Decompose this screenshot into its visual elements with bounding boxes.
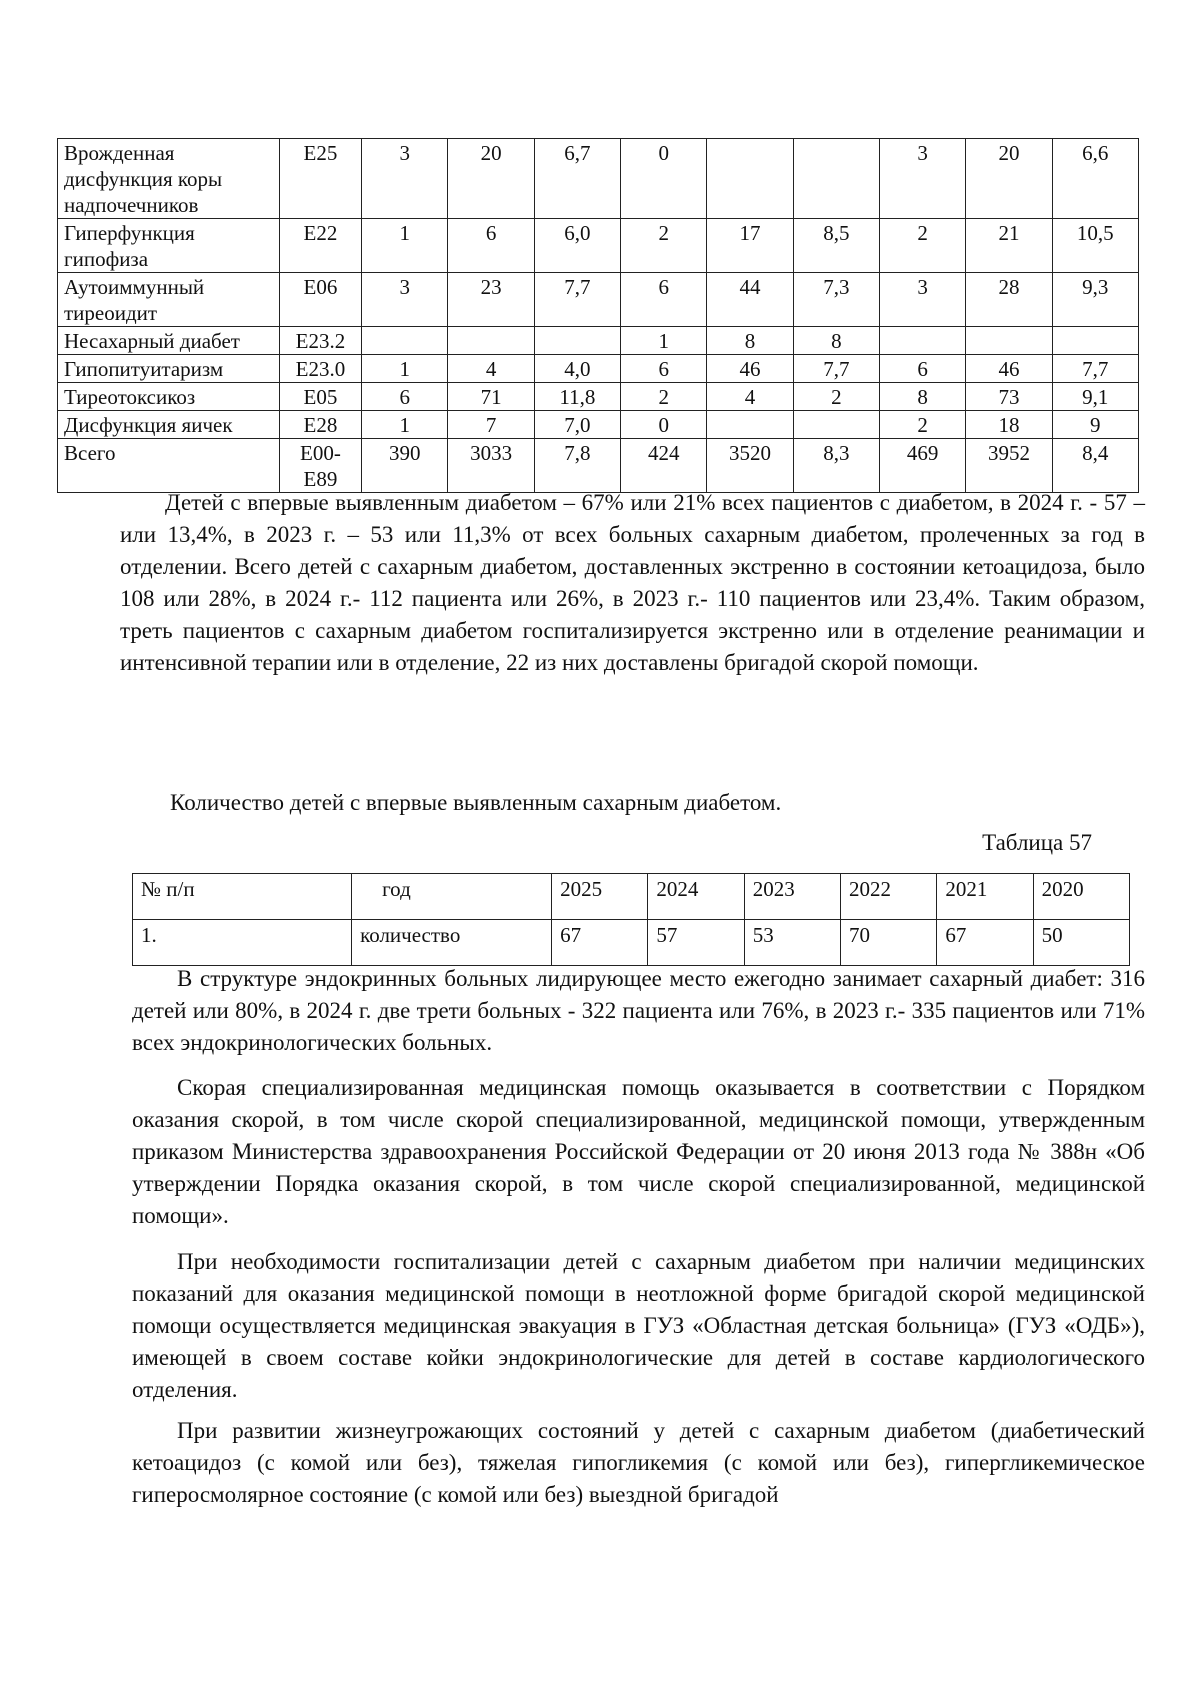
- table-cell: 0: [621, 411, 707, 439]
- table-cell: [362, 327, 448, 355]
- table-cell: 8: [793, 327, 879, 355]
- table-cell: 20: [966, 139, 1052, 219]
- table-cell: 8,3: [793, 439, 879, 493]
- table-row: [58, 273, 1139, 327]
- table-cell: 10,5: [1052, 219, 1138, 273]
- table-cell: 3033: [448, 439, 534, 493]
- table-cell: 3952: [966, 439, 1052, 493]
- table-cell: 1.: [133, 920, 352, 966]
- table-cell: [707, 139, 793, 219]
- table-cell: 23: [448, 273, 534, 327]
- table-cell: 6: [448, 219, 534, 273]
- table-cell: 4,0: [534, 355, 620, 383]
- table-cell: 53: [744, 920, 840, 966]
- table-cell: 1: [362, 355, 448, 383]
- paragraph-structure: В структуре эндокринных больных лидирующее место ежегодно занимает сахарный диабет: 316 детей или 80%, в 2024 г. две трети больных - 322 пациента или 76%, в 2023 г.- 335 пациентов или 71% всех эндокринологических больных.: [132, 966, 1145, 1055]
- icd-code: Е06: [279, 273, 361, 327]
- table-cell: [966, 327, 1052, 355]
- table-row: [58, 327, 1139, 355]
- table-cell: 3520: [707, 439, 793, 493]
- paragraph-new-diabetes: Детей с впервые выявленным диабетом – 67% или 21% всех пациентов с диабетом, в 2024 г. - 57 – или 13,4%, в 2023 г. – 53 или 11,3% от всех больных сахарным диабетом, пролеченных за год в отделении. Всего детей с сахарным диабетом, доставленных экстренно в состоянии кетоацидоза, было 108 или 28%, в 2024 г.- 112 пациента или 26%, в 2023 г.- 110 пациентов или 23,4%. Таким образом, треть пациентов с сахарным диабетом госпитализируется экстренно или в отделение реанимации и интенсивной терапии или в отделение, 22 из них доставлены бригадой скорой помощи.: [120, 490, 1145, 675]
- table-cell: 4: [707, 383, 793, 411]
- icd-code: Е28: [279, 411, 361, 439]
- table-cell: 2023: [744, 874, 840, 920]
- icd-code: Е22: [279, 219, 361, 273]
- table-cell: 18: [966, 411, 1052, 439]
- table-cell: 50: [1033, 920, 1129, 966]
- table-cell: 6,0: [534, 219, 620, 273]
- table-cell: [879, 327, 965, 355]
- table-cell: 469: [879, 439, 965, 493]
- table-cell: 7,7: [534, 273, 620, 327]
- table-cell: 424: [621, 439, 707, 493]
- table-cell: 4: [448, 355, 534, 383]
- table-cell: 7,3: [793, 273, 879, 327]
- table-cell: 1: [621, 327, 707, 355]
- diagnosis-name: Врожденная дисфункция коры надпочечников: [58, 139, 280, 219]
- table-cell: 67: [552, 920, 648, 966]
- paragraph-hospitalization: При необходимости госпитализации детей с сахарным диабетом при наличии медицинских показаний для оказания медицинской помощи в неотложной форме бригадой скорой медицинской помощи осуществляется медицинская эвакуация в ГУЗ «Областная детская больница» (ГУЗ «ОДБ»), имеющей в своем составе койки эндокринологические для детей в составе кардиологического отделения.: [132, 1249, 1145, 1402]
- table-row: [58, 139, 1139, 219]
- table-cell: 6,7: [534, 139, 620, 219]
- table-row: [58, 355, 1139, 383]
- table-cell: 70: [841, 920, 937, 966]
- table-cell: 71: [448, 383, 534, 411]
- icd-code: Е25: [279, 139, 361, 219]
- table-cell: год: [352, 874, 552, 920]
- table-cell: 2: [621, 383, 707, 411]
- table-cell: 390: [362, 439, 448, 493]
- table-cell: 7,7: [1052, 355, 1138, 383]
- table-cell: 9,1: [1052, 383, 1138, 411]
- table-cell: [793, 411, 879, 439]
- icd-code: Е23.0: [279, 355, 361, 383]
- icd-code: Е05: [279, 383, 361, 411]
- table-cell: 9,3: [1052, 273, 1138, 327]
- table-header-row: [133, 874, 1130, 920]
- table-cell: 2: [879, 411, 965, 439]
- table-cell: 6: [879, 355, 965, 383]
- table-cell: 67: [937, 920, 1033, 966]
- table-cell: [1052, 327, 1138, 355]
- diagnosis-name: Всего: [58, 439, 280, 493]
- table-cell: 6: [621, 273, 707, 327]
- table-cell: 8,4: [1052, 439, 1138, 493]
- table-caption: Количество детей с впервые выявленным сахарным диабетом.: [170, 790, 782, 815]
- table-row: [58, 439, 1139, 493]
- table-cell: 7,0: [534, 411, 620, 439]
- table-cell: 2020: [1033, 874, 1129, 920]
- diagnosis-name: Несахарный диабет: [58, 327, 280, 355]
- table-row: [133, 920, 1130, 966]
- new-diabetes-count-table: [132, 873, 1130, 966]
- table-cell: 20: [448, 139, 534, 219]
- table-cell: 44: [707, 273, 793, 327]
- icd-code: Е00-Е89: [279, 439, 361, 493]
- table-cell: 3: [879, 273, 965, 327]
- table-cell: 57: [648, 920, 744, 966]
- table-cell: 9: [1052, 411, 1138, 439]
- table-row: [58, 411, 1139, 439]
- table-cell: 0: [621, 139, 707, 219]
- diagnosis-name: Аутоиммунный тиреоидит: [58, 273, 280, 327]
- table-cell: 3: [362, 273, 448, 327]
- table-cell: [707, 411, 793, 439]
- table-cell: 46: [966, 355, 1052, 383]
- table-cell: 46: [707, 355, 793, 383]
- table-cell: 7,8: [534, 439, 620, 493]
- table-row: [58, 383, 1139, 411]
- table-cell: 8: [707, 327, 793, 355]
- table-cell: № п/п: [133, 874, 352, 920]
- table-cell: 73: [966, 383, 1052, 411]
- diagnosis-name: Тиреотоксикоз: [58, 383, 280, 411]
- table-cell: [793, 139, 879, 219]
- table-row: [58, 219, 1139, 273]
- table-cell: 7,7: [793, 355, 879, 383]
- table-cell: 11,8: [534, 383, 620, 411]
- endocrine-diseases-table: [57, 138, 1139, 493]
- table-cell: 7: [448, 411, 534, 439]
- table-cell: 2: [621, 219, 707, 273]
- table-cell: 2: [879, 219, 965, 273]
- paragraph-emergency-care: Скорая специализированная медицинская помощь оказывается в соответствии с Порядком оказания скорой, в том числе скорой специализированной, медицинской помощи, утвержденным приказом Министерства здравоохранения Российской Федерации от 20 июня 2013 года № 388н «Об утверждении Порядка оказания скорой, в том числе скорой специализированной, медицинской помощи».: [132, 1075, 1145, 1228]
- table-cell: 2025: [552, 874, 648, 920]
- table-cell: 6: [362, 383, 448, 411]
- table-cell: 2022: [841, 874, 937, 920]
- table-cell: 6: [621, 355, 707, 383]
- table-cell: 2: [793, 383, 879, 411]
- table-cell: 6,6: [1052, 139, 1138, 219]
- table-cell: 3: [879, 139, 965, 219]
- table-cell: 8,5: [793, 219, 879, 273]
- diagnosis-name: Гиперфункция гипофиза: [58, 219, 280, 273]
- paragraph-life-threatening: При развитии жизнеугрожающих состояний у детей с сахарным диабетом (диабетический кетоацидоз (с комой или без), тяжелая гипогликемия (с комой или без), гипергликемическое гиперосмолярное состояние (с комой или без) выездной бригадой: [132, 1418, 1145, 1507]
- diagnosis-name: Гипопитуитаризм: [58, 355, 280, 383]
- table-cell: 28: [966, 273, 1052, 327]
- table-cell: 3: [362, 139, 448, 219]
- table-cell: 2024: [648, 874, 744, 920]
- table-number: Таблица 57: [982, 830, 1092, 855]
- table-cell: 8: [879, 383, 965, 411]
- icd-code: Е23.2: [279, 327, 361, 355]
- table-cell: количество: [352, 920, 552, 966]
- table-cell: 1: [362, 411, 448, 439]
- diagnosis-name: Дисфункция яичек: [58, 411, 280, 439]
- table-cell: [534, 327, 620, 355]
- table-cell: 17: [707, 219, 793, 273]
- table-cell: 21: [966, 219, 1052, 273]
- table-cell: 1: [362, 219, 448, 273]
- table-cell: [448, 327, 534, 355]
- table-cell: 2021: [937, 874, 1033, 920]
